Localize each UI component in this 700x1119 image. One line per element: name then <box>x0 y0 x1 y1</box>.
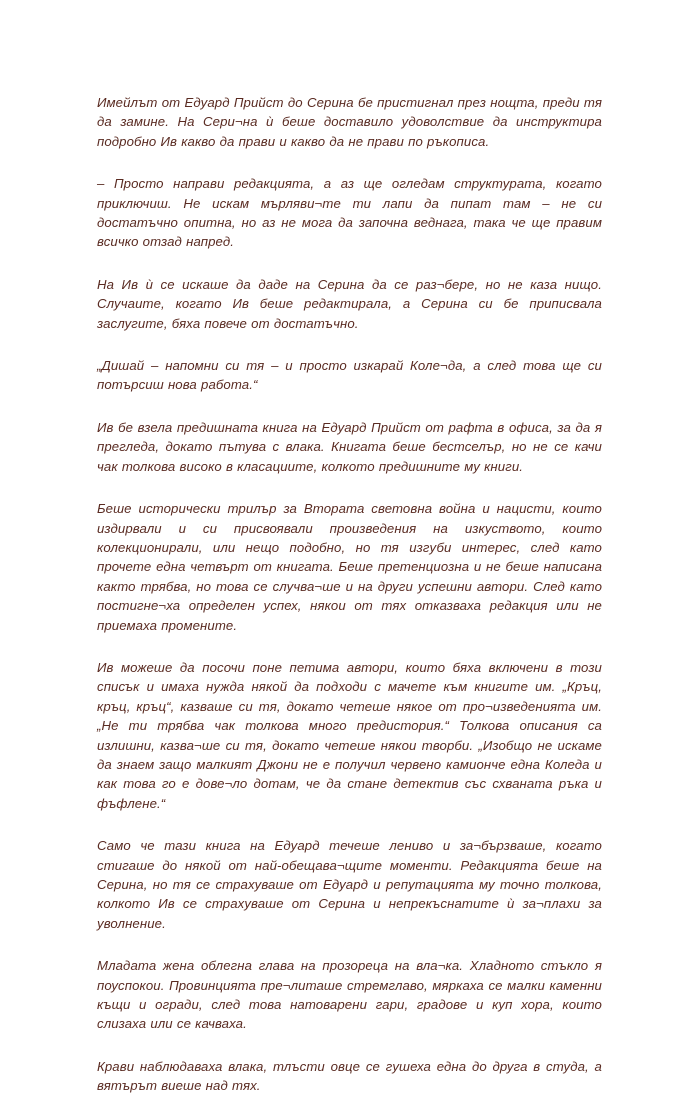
document-body <box>97 93 602 1119</box>
paragraph: Ив можеше да посочи поне петима автори, които бяха включени в този списък и имаха нужда някой да подходи с мачете към книгите им. „Кръц, кръц, кръц“, казваше си тя, докато четеше някое от про¬изведенията им. „Не ти трябва чак толкова много предистория.“ Толкова описания са излишни, казва¬ше си тя, докато четеше някои творби. „Изобщо не искаме да знаем защо малкият Джони не е получил червено камионче една Коледа и как това го е дове¬ло дотам, че да стане детектив със схваната ръка и фъфлене.“ <box>97 659 602 811</box>
paragraph: Само че тази книга на Едуард течеше лениво и за¬бързваше, когато стигаше до някой от най-обещава¬щите моменти. Редакцията беше на Серина, но тя се страхуваше от Едуард и репутацията му точно толкова, колкото Ив се страхуваше от Серина и непрекъснатите ѝ за¬плахи за уволнение. <box>97 838 602 931</box>
paragraph: Беше исторически трилър за Втората световна война и нацисти, които издирвали и си присвоявали произведения на изкуството, които колекционирали, или нещо подобно, но тя изгуби интерес, след като прочете една четвърт от книгата. Беше претенциозна и не беше написана както трябва, но това се случва¬ше и на други успешни автори. След като постигне¬ха определен успех, някои от тях отказваха редакция или не приемаха промените. <box>97 501 602 633</box>
paragraph: На Ив ѝ се искаше да даде на Серина да се раз¬бере, но не каза нищо. Случаите, когато Ив беше редактирала, а Серина си бе приписвала заслугите, бяха повече от достатъчно. <box>97 276 602 331</box>
paragraph: „Дишай – напомни си тя – и просто изкарай Коле¬да, а след това ще си потърсиш нова работа.“ <box>97 358 602 393</box>
paragraph: Имейлът от Едуард Прийст до Серина бе пристигнал през нощта, преди тя да замине. На Сери¬на ѝ беше доставило удоволствие да инструктира подробно Ив какво да прави и какво да не прави по ръкописа. <box>97 95 602 149</box>
paragraph: Младата жена облегна глава на прозореца на вла¬ка. Хладното стъкло я поуспокои. Провинцията пре¬литаше стремглаво, мяркаха се малки каменни къщи и огради, след това натоварени гари, градове и куп хора, които слизаха или се качваха. <box>97 958 602 1032</box>
paragraph: – Просто направи редакцията, а аз ще огледам структурата, когато приключиш. Не искам мърляви¬те ти лапи да пипат там – не си достатъчно опитна, но аз не мога да започна веднага, така че ще правим всичко отзад напред. <box>97 176 602 250</box>
paragraph: Ив бе взела предишната книга на Едуард Прийст от рафта в офиса, за да я прегледа, докато пътува с влака. Книгата беше бестселър, но не се качи чак толкова високо в класациите, колкото предишните му книги. <box>97 419 602 474</box>
paragraph: Крави наблюдаваха влака, тлъсти овце се гушеха една до друга в студа, а вятърът виеше над тях. <box>97 1058 602 1094</box>
